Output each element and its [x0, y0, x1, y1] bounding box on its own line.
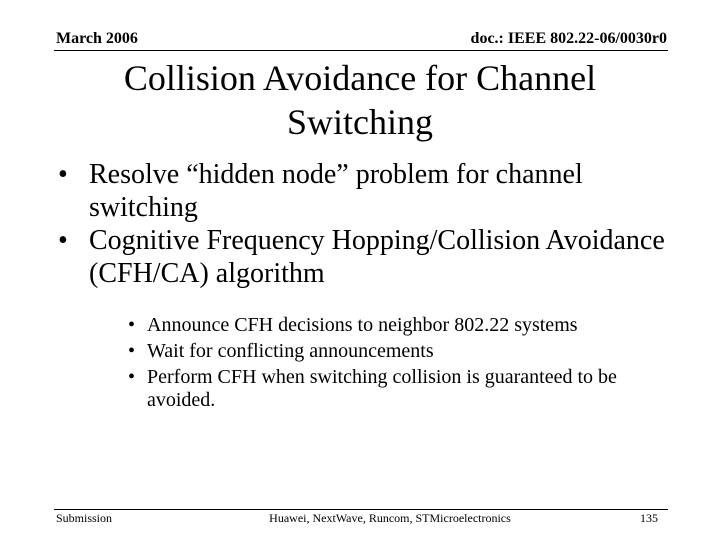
sub-bullet-text: Announce CFH decisions to neighbor 802.22 systems	[147, 314, 578, 336]
slide-title-line-1: Collision Avoidance for Channel	[123, 58, 597, 98]
footer-authors: Huawei, NextWave, Runcom, STMicroelectronics	[269, 511, 511, 525]
bullet-icon: •	[128, 340, 136, 362]
header-date: March 2006	[56, 30, 138, 47]
header-doc-id: doc.: IEEE 802.22-06/0030r0	[470, 30, 667, 47]
header-divider	[54, 50, 668, 51]
sub-bullet-text: Perform CFH when switching collision is guaranteed to be avoided.	[147, 366, 617, 411]
footer-divider	[54, 509, 668, 510]
footer-submission: Submission	[56, 511, 113, 525]
sub-bullet-text: Wait for conflicting announcements	[147, 340, 434, 362]
slide-title-line-2: Switching	[286, 102, 433, 142]
bullet-icon: •	[58, 225, 68, 256]
slide-title	[40, 56, 680, 144]
bullet-icon: •	[128, 366, 136, 388]
sub-bullet-item	[128, 366, 688, 412]
page-number: 135	[640, 511, 658, 525]
main-bullet-text: Cognitive Frequency Hopping/Collision Avoidance (CFH/CA) algorithm	[89, 225, 665, 289]
main-bullet-item	[58, 224, 698, 290]
main-bullet-text: Resolve “hidden node” problem for channel switching	[89, 159, 583, 223]
sub-bullet-item	[128, 340, 688, 363]
main-bullet-item	[58, 158, 698, 224]
main-bullet-list	[58, 158, 698, 290]
sub-bullet-item	[128, 314, 688, 337]
bullet-icon: •	[128, 314, 136, 336]
sub-bullet-list	[128, 314, 688, 415]
bullet-icon: •	[58, 159, 68, 190]
